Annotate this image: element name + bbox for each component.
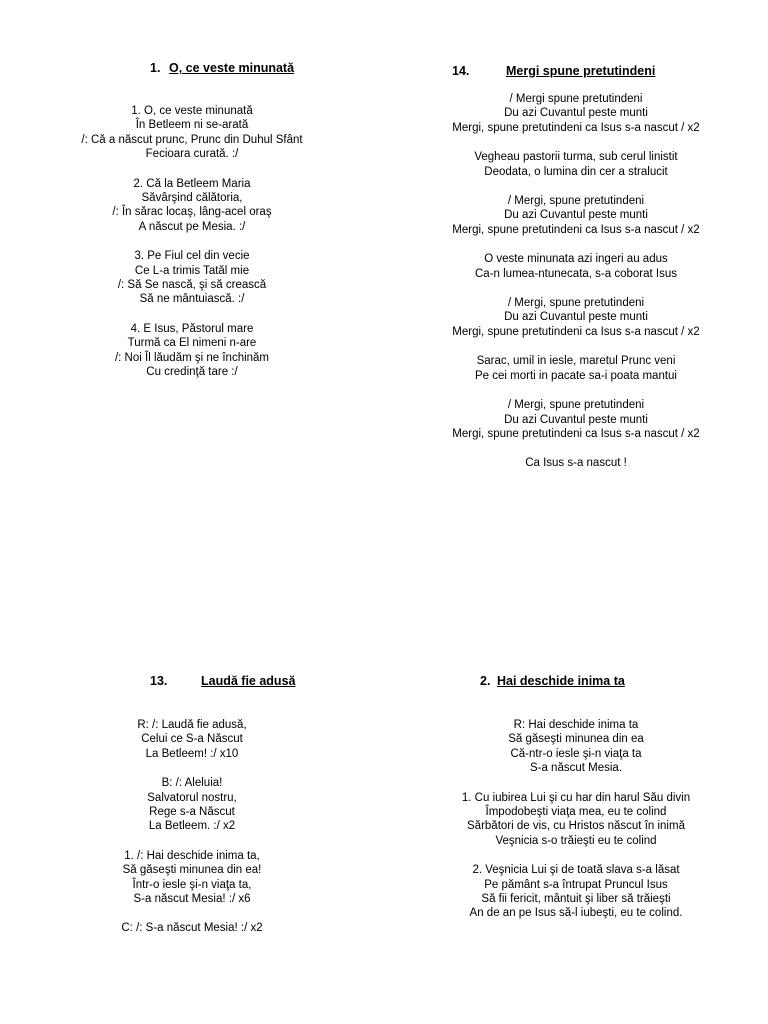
lyric-line: Împodobeşti viaţa mea, eu te colind (485, 806, 667, 819)
lyric-line: A născut pe Mesia. :/ (138, 220, 246, 233)
lyric-line: Că-ntr-o iesle şi-n viaţa ta (510, 747, 642, 760)
lyric-line: Salvatorul nostru, (147, 791, 237, 804)
lyric-line: S-a născut Mesia! :/ x6 (133, 893, 251, 906)
stanza (384, 398, 768, 441)
lyric-line: Sărbători de vis, cu Hristos născut în inimă (467, 820, 685, 833)
lyric-line: /: Noi Îl lăudăm şi ne închinăm (114, 351, 270, 364)
lyric-line: Veşnicia s-o trăieşti eu te colind (495, 834, 657, 847)
lyric-line: /: Că a născut prunc, Prunc din Duhul Sfânt (81, 133, 303, 146)
lyric-line: Săvârşind călătoria, (141, 192, 243, 205)
lyric-line: Ce L-a trimis Tatăl mie (134, 264, 250, 277)
lyric-line: Cu credinţă tare :/ (146, 366, 238, 379)
song-number: 14. (452, 64, 470, 78)
lyric-line: La Betleem. :/ x2 (148, 820, 236, 833)
lyric-line: Turmă ca El nimeni n-are (127, 337, 257, 350)
lyric-line: Să ne mântuiască. :/ (139, 293, 245, 306)
lyric-line: Pe pământ s-a întrupat Pruncul Isus (484, 878, 668, 891)
lyric-line: 1. Cu iubirea Lui şi cu har din harul Său divin (461, 791, 691, 804)
lyric-line: 2. Că la Betleem Maria (133, 177, 251, 190)
lyric-line: R: Hai deschide inima ta (513, 719, 639, 731)
lyric-line: Mergi, spune pretutindeni ca Isus s-a nascut / x2 (452, 121, 700, 134)
song-title (0, 60, 384, 76)
lyric-line: În Betleem ni se-arată (135, 119, 249, 132)
lyric-line: /: Să Se nască, şi să crească (117, 279, 267, 292)
lyric-line: Du azi Cuvantul peste munti (504, 413, 648, 426)
lyric-line: / Mergi spune pretutindeni (509, 93, 643, 105)
stanza (384, 92, 768, 135)
stanza (0, 177, 384, 235)
lyric-line: B: /: Aleluia! (161, 777, 223, 790)
stanza (0, 322, 384, 380)
lyric-line: Ca-n lumea-ntunecata, s-a coborat Isus (475, 267, 677, 280)
lyric-line: Rege s-a Născut (149, 806, 235, 819)
song-number: 13. (150, 674, 168, 688)
stanza (384, 354, 768, 383)
lyric-line: S-a născut Mesia. (529, 762, 623, 775)
lyric-line: An de an pe Isus să-l iubeşti, eu te colind. (469, 907, 683, 920)
lyric-line: Să fii fericit, mântuit şi liber să trăieşti (481, 893, 671, 906)
lyric-line: Du azi Cuvantul peste munti (504, 311, 648, 324)
lyric-line: 3. Pe Fiul cel din vecie (134, 250, 250, 263)
song-title-text: O, ce veste minunată (169, 61, 295, 75)
lyric-line: Ca Isus s-a nascut ! (525, 457, 627, 470)
stanza (384, 194, 768, 237)
lyric-line: / Mergi, spune pretutindeni (507, 399, 645, 412)
lyric-line: / Mergi, spune pretutindeni (507, 195, 645, 208)
song-lyrics (384, 92, 768, 471)
song-title-text: Mergi spune pretutindeni (506, 64, 656, 78)
lyric-line: 2. Veşnicia Lui şi de toată slava s-a lăsat (472, 864, 680, 877)
lyric-line: O veste minunata azi ingeri au adus (484, 253, 668, 266)
lyric-line: Du azi Cuvantul peste munti (504, 209, 648, 222)
lyric-line: Vegheau pastorii turma, sub cerul linistit (474, 151, 678, 164)
stanza (384, 456, 768, 470)
stanza (384, 296, 768, 339)
stanza (0, 249, 384, 307)
lyric-line: Mergi, spune pretutindeni ca Isus s-a nascut / x2 (452, 427, 700, 440)
lyric-line: C: /: S-a născut Mesia! :/ x2 (121, 922, 263, 935)
stanza (384, 718, 768, 776)
song-lyrics (0, 718, 384, 936)
stanza (384, 863, 768, 921)
song-hai-deschide-inima-ta (384, 673, 768, 921)
lyric-line: 1. O, ce veste minunată (131, 105, 253, 117)
song-o-ce-veste-minunata (0, 60, 384, 380)
lyric-line: 4. E Isus, Păstorul mare (130, 322, 254, 335)
song-title-text: Hai deschide inima ta (497, 674, 625, 688)
lyric-line: La Betleem! :/ x10 (145, 747, 239, 760)
lyric-line: Într-o iesle şi-n viaţa ta, (132, 878, 252, 891)
stanza (0, 718, 384, 761)
lyric-line: R: /: Laudă fie adusă, (137, 719, 247, 731)
stanza (0, 776, 384, 834)
song-title (0, 673, 384, 689)
stanza (0, 104, 384, 162)
stanza (384, 791, 768, 849)
song-lyrics (384, 718, 768, 921)
song-title (384, 63, 768, 79)
song-title-text: Laudă fie adusă (201, 674, 296, 688)
song-mergi-spune-pretutindeni (384, 63, 768, 471)
lyric-line: Fecioara curată. :/ (145, 148, 239, 161)
song-lauda-fie-adusa (0, 673, 384, 936)
song-number: 2. (480, 674, 491, 688)
lyric-line: Deodata, o lumina din cer a stralucit (484, 165, 668, 178)
lyric-line: Să găseşti minunea din ea (508, 733, 644, 746)
lyric-line: /: În sărac locaş, lâng-acel oraş (112, 206, 272, 219)
stanza (384, 150, 768, 179)
lyric-line: Sarac, umil in iesle, maretul Prunc veni (476, 355, 676, 368)
lyric-line: Mergi, spune pretutindeni ca Isus s-a nascut / x2 (452, 223, 700, 236)
song-title (384, 673, 768, 689)
song-lyrics (0, 104, 384, 380)
lyric-line: / Mergi, spune pretutindeni (507, 297, 645, 310)
lyric-line: Mergi, spune pretutindeni ca Isus s-a nascut / x2 (452, 325, 700, 338)
lyric-line: 1. /: Hai deschide inima ta, (124, 849, 260, 862)
stanza (0, 921, 384, 935)
song-number: 1. (150, 61, 161, 75)
stanza (0, 849, 384, 907)
stanza (384, 252, 768, 281)
lyric-line: Celui ce S-a Născut (141, 733, 243, 746)
lyric-line: Pe cei morti in pacate sa-i poata mantui (475, 369, 677, 382)
lyric-line: Du azi Cuvantul peste munti (504, 107, 648, 120)
lyric-line: Să găseşti minunea din ea! (122, 864, 262, 877)
